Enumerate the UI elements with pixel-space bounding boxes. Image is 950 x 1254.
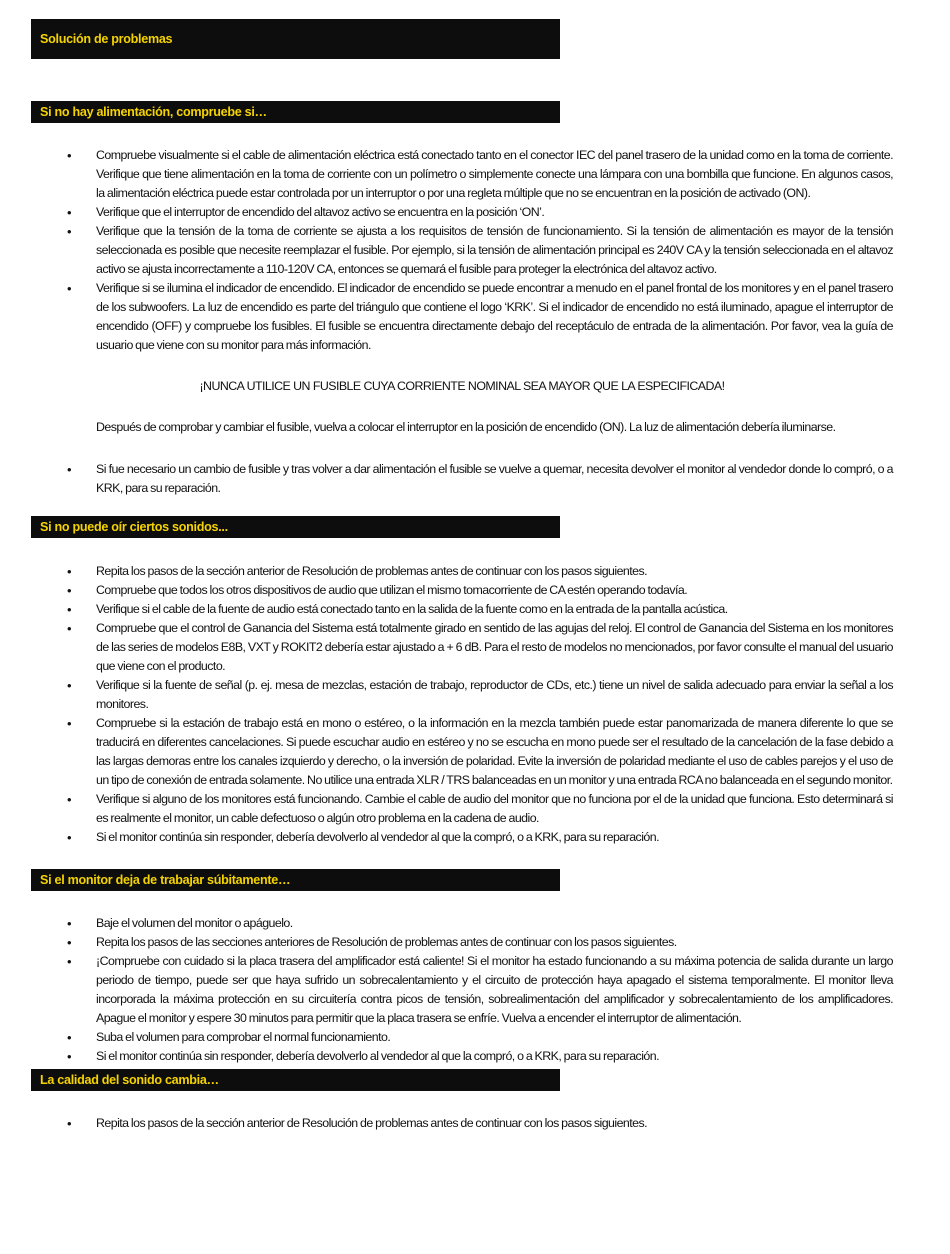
section-list-no-power (31, 146, 893, 355)
list-item: • Verifique que el interruptor de encendido del altavoz activo se encuentra en la posición ‘ON’. (67, 205, 545, 220)
section-list-quality-changes (31, 1114, 893, 1133)
list-item: • Si el monitor continúa sin responder, debería devolverlo al vendedor al que la compró, o a KRK, para su reparación. (67, 1049, 659, 1064)
list-item: • Repita los pasos de las secciones anteriores de Resolución de problemas antes de continuar con los pasos siguientes. (67, 935, 677, 950)
section-heading-no-power: Si no hay alimentación, compruebe si… (31, 101, 560, 123)
page-title: Solución de problemas (31, 19, 560, 59)
list-item: • Repita los pasos de la sección anterior de Resolución de problemas antes de continuar con los pasos siguientes. (67, 1116, 648, 1131)
bullet: • (67, 462, 72, 477)
bullet: • (67, 205, 72, 220)
section-list-no-sound (31, 562, 893, 847)
list-item: • Verifique si alguno de los monitores está funcionando. Cambie el cable de audio del monitor que no funciona por el de la unidad que funciona. Esto determinará si es realmente el monitor, un cable defectuoso o algún otro problema en la cadena de audio. (67, 792, 893, 825)
bullet: • (67, 716, 72, 731)
list-item: • Compruebe si la estación de trabajo está en mono o estéreo, o la información en la mezcla también puede estar panomarizada de manera diferente lo que se traducirá en diferentes cancelaciones. Si puede escuchar audio en estéreo y no se escucha en mono puede ser el resultado de la cancelación de la fase debido a las largas demoras entre los canales izquierdo y derecho, o la inversión de polaridad. Evite la inversión de polaridad mediante el uso de cables parejos y el uso de un tipo de conexión de entrada solamente. No utilice una entrada XLR / TRS balanceadas en un monitor y una entrada RCA no balanceada en el segundo monitor. (67, 716, 893, 787)
list-item: • Verifique si la fuente de señal (p. ej. mesa de mezclas, estación de trabajo, reproductor de CDs, etc.) tiene un nivel de salida adecuado para enviar la señal a los monitores. (67, 678, 893, 711)
bullet: • (67, 224, 72, 239)
fuse-note: Después de comprobar y cambiar el fusible, vuelva a colocar el interruptor en la posición de encendido (ON). La luz de alimentación debería iluminarse. (96, 420, 836, 434)
list-item: • Compruebe que el control de Ganancia del Sistema está totalmente girado en sentido de las agujas del reloj. El control de Ganancia del Sistema en los monitores de las series de modelos E8B, VXT y ROKIT2 debería estar ajustado a + 6 dB. Para el resto de modelos no mencionados, por favor consulte el manual del usuario que viene con el producto. (67, 621, 893, 673)
bullet: • (67, 1030, 72, 1045)
bullet: • (67, 621, 72, 636)
list-item: • Verifique si el cable de la fuente de audio está conectado tanto en la salida de la fuente como en la entrada de la pantalla acústica. (67, 602, 728, 617)
bullet: • (67, 935, 72, 950)
list-item: • Compruebe que todos los otros dispositivos de audio que utilizan el mismo tomacorriente de CA estén operando todavía. (67, 583, 688, 598)
bullet: • (67, 148, 72, 163)
bullet: • (67, 1116, 72, 1131)
list-item: • Si fue necesario un cambio de fusible y tras volver a dar alimentación el fusible se vuelve a quemar, necesita devolver el monitor al vendedor donde lo compró, o a KRK, para su reparación. (67, 462, 893, 495)
bullet: • (67, 678, 72, 693)
bullet: • (67, 564, 72, 579)
fuse-warning: ¡NUNCA UTILICE UN FUSIBLE CUYA CORRIENTE NOMINAL SEA MAYOR QUE LA ESPECIFICADA! (199, 379, 725, 393)
bullet: • (67, 602, 72, 617)
list-item: • Compruebe visualmente si el cable de alimentación eléctrica está conectado tanto en el conector IEC del panel trasero de la unidad como en la toma de corriente. Verifique que tiene alimentación en la toma de corriente con un polímetro o simplemente conecte una lámpara con una bombilla que funcione. En algunos casos, la alimentación eléctrica puede estar controlada por un interruptor o por una regleta múltiple que no se encuentran en la posición de activado (ON). (67, 148, 893, 200)
list-item: • ¡Compruebe con cuidado si la placa trasera del amplificador está caliente! Si el monitor ha estado funcionando a su máxima potencia de salida durante un largo periodo de tiempo, puede ser que haya sufrido un sobrecalentamiento y el circuito de protección haya apagado el sistema temporalmente. El monitor lleva incorporada la máxima protección en su circuitería contra picos de tensión, sobrealimentación del amplificador y sobrecalentamiento de los amplificadores. Apague el monitor y espere 30 minutos para permitir que la placa trasera se enfríe. Vuelva a encender el interruptor de alimentación. (67, 954, 893, 1025)
bullet: • (67, 281, 72, 296)
section-heading-stops-working: Si el monitor deja de trabajar súbitamente… (31, 869, 560, 891)
section-list-stops-working (31, 914, 893, 1066)
list-item: • Verifique que la tensión de la toma de corriente se ajusta a los requisitos de tensión de funcionamiento. Si la tensión de alimentación es mayor de la tensión seleccionada es posible que necesite reemplazar el fusible. Por ejemplo, si la tensión de alimentación principal es 240V CA y la tensión seleccionada en el altavoz activo se ajusta incorrectamente a 110-120V CA, entonces se quemará el fusible para proteger la electrónica del altavoz activo. (67, 224, 893, 276)
bullet: • (67, 792, 72, 807)
bullet: • (67, 954, 72, 969)
list-item: • Suba el volumen para comprobar el normal funcionamiento. (67, 1030, 391, 1045)
list-item: • Verifique si se ilumina el indicador de encendido. El indicador de encendido se puede encontrar a menudo en el panel frontal de los monitores y en el panel trasero de los subwoofers. La luz de encendido es parte del triángulo que contiene el logo ‘KRK’. Si el indicador de encendido no está iluminado, apague el interruptor de encendido (OFF) y compruebe los fusibles. El fusible se encuentra directamente debajo del receptáculo de entrada de la alimentación. Por favor, vea la guía de usuario que viene con su monitor para más información. (67, 281, 893, 352)
list-item: • Repita los pasos de la sección anterior de Resolución de problemas antes de continuar con los pasos siguientes. (67, 564, 648, 579)
section-heading-quality-changes: La calidad del sonido cambia… (31, 1069, 560, 1091)
list-item: • Baje el volumen del monitor o apáguelo. (67, 916, 293, 931)
bullet: • (67, 830, 72, 845)
bullet: • (67, 1049, 72, 1064)
section-heading-no-sound: Si no puede oír ciertos sonidos... (31, 516, 560, 538)
section-list-no-power-extra (31, 460, 893, 498)
list-item: • Si el monitor continúa sin responder, debería devolverlo al vendedor al que la compró, o a KRK, para su reparación. (67, 830, 659, 845)
bullet: • (67, 916, 72, 931)
bullet: • (67, 583, 72, 598)
